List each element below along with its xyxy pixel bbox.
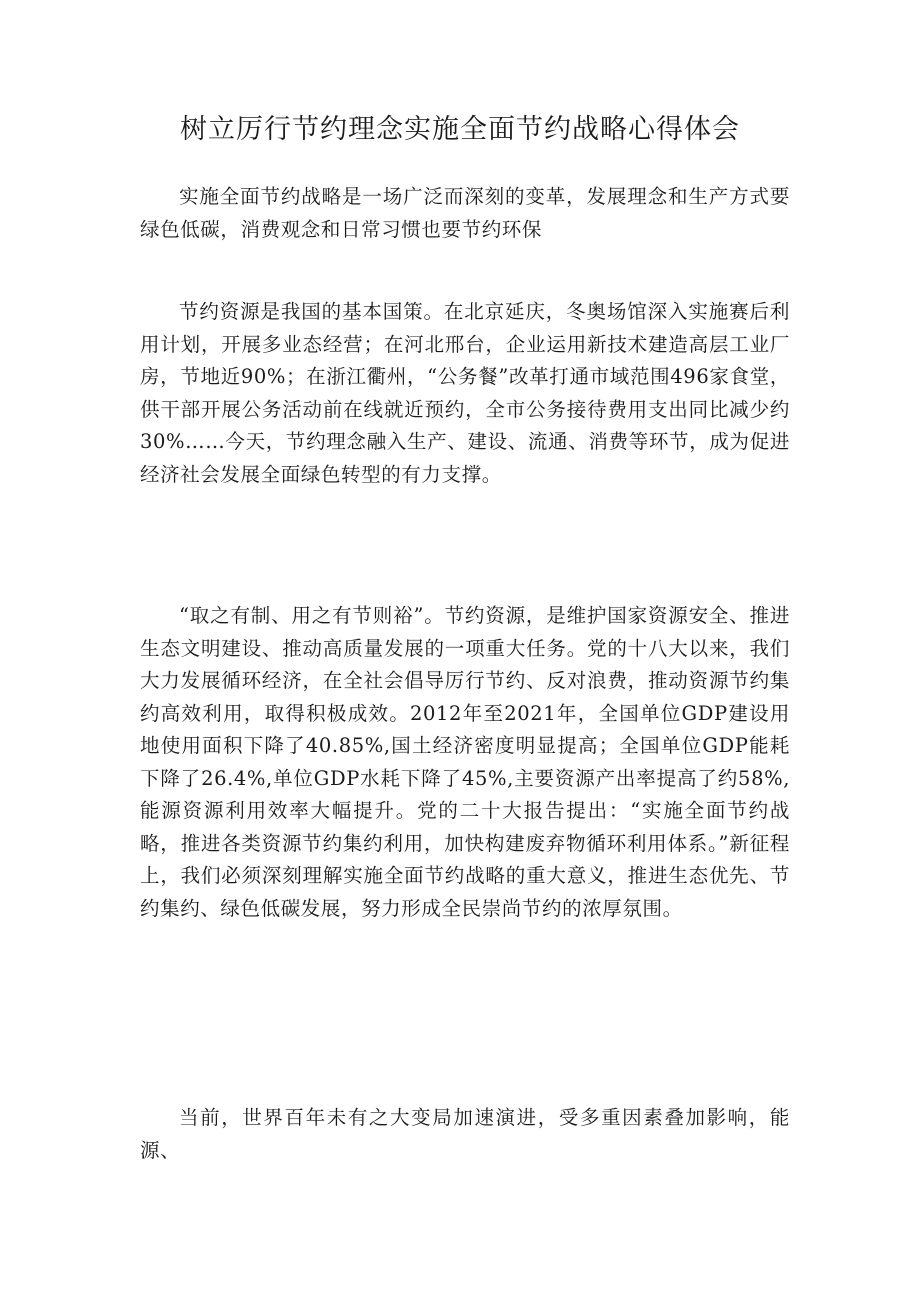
document-title: 树立厉行节约理念实施全面节约战略心得体会 bbox=[180, 114, 740, 145]
paragraph-3: “取之有制、用之有节则裕”。节约资源，是维护国家资源安全、推进生态文明建设、推动高质量发展的一项重大任务。党的十八大以来，我们大力发展循环经济，在全社会倡导厉行节约、反对浪费，推动资源节约集约高效利用，取得积极成效。2012年至2021年，全国单位GDP建设用地使用面积下降了40.85%,国土经济密度明显提高；全国单位GDP能耗下降了26.4%,单位GDP水耗下降了45%,主要资源产出率提高了约58%,能源资源利用效率大幅提升。党的二十大报告提出：“实施全面节约战略，推进各类资源节约集约利用，加快构建废弃物循环利用体系。”新征程上，我们必须深刻理解实施全面节约战略的重大意义，推进生态优先、节约集约、绿色低碳发展，努力形成全民崇尚节约的浓厚氛围。 bbox=[140, 604, 790, 920]
paragraph-2: 节约资源是我国的基本国策。在北京延庆，冬奥场馆深入实施赛后利用计划，开展多业态经营；在河北邢台，企业运用新技术建造高层工业厂房，节地近90%；在浙江衢州，“公务餐”改革打通市域范围496家食堂，供干部开展公务活动前在线就近预约，全市公务接待费用支出同比减少约30%……今天，节约理念融入生产、建设、流通、消费等环节，成为促进经济社会发展全面绿色转型的有力支撑。 bbox=[140, 300, 790, 486]
paragraph-1: 实施全面节约战略是一场广泛而深刻的变革，发展理念和生产方式要绿色低碳，消费观念和日常习惯也要节约环保 bbox=[140, 185, 790, 241]
paragraph-4: 当前，世界百年未有之大变局加速演进，受多重因素叠加影响，能源、 bbox=[140, 1106, 790, 1162]
